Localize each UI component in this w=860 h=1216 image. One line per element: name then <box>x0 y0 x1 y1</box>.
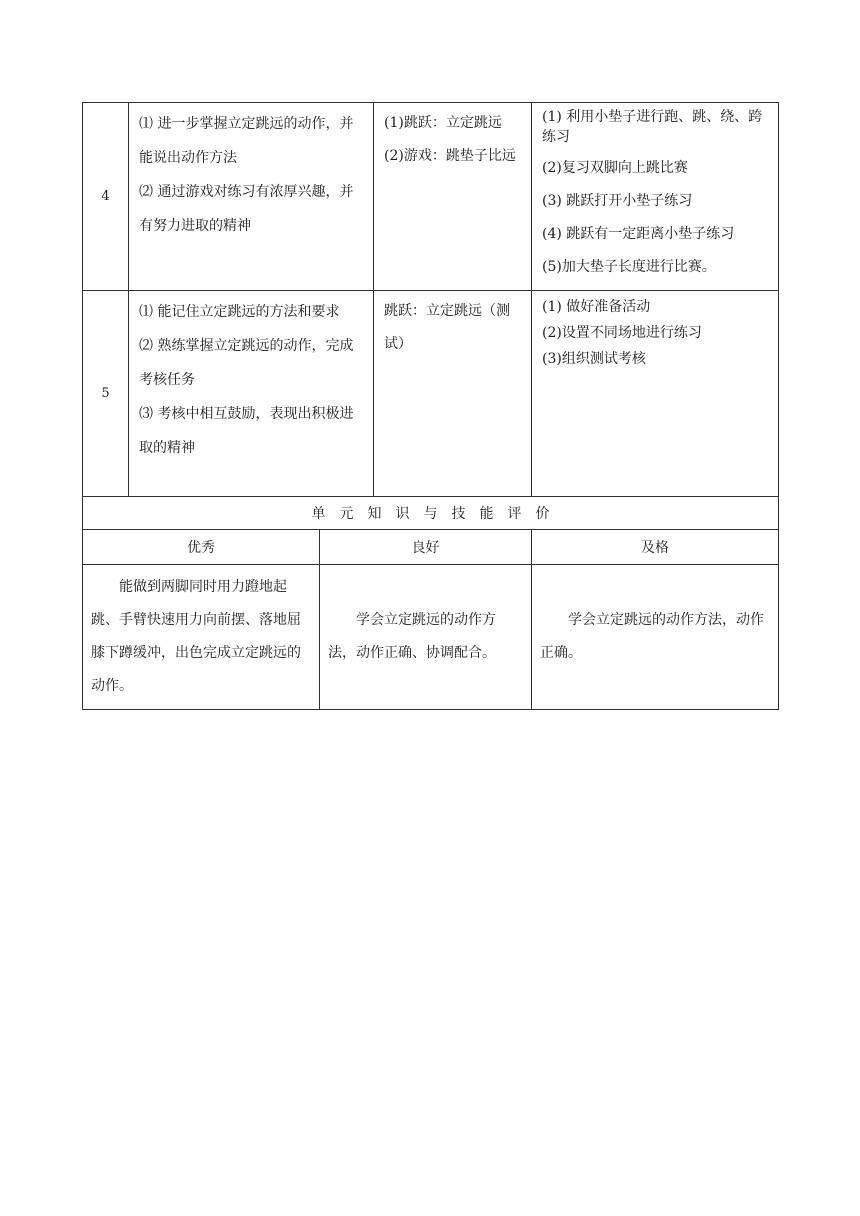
grade-good-header: 良好 <box>320 530 532 565</box>
description-text: 学会立定跳远的动作方法，动作正确。 <box>540 612 764 661</box>
method-item: (3) 跳跃打开小垫子练习 <box>542 193 693 209</box>
description-text: 学会立定跳远的动作方法，动作正确、协调配合。 <box>328 612 496 661</box>
table-row <box>83 291 779 497</box>
goal-item: ⑴ 进一步掌握立定跳远的动作，并能说出动作方法 <box>139 116 354 166</box>
method-item: (2)复习双脚向上跳比赛 <box>542 160 688 176</box>
goal-item: ⑶ 考核中相互鼓励，表现出积极进取的精神 <box>139 406 354 456</box>
lesson-content <box>374 103 532 291</box>
method-item: (2)设置不同场地进行练习 <box>542 325 702 341</box>
grade-good-description <box>320 565 532 710</box>
lesson-goals <box>129 291 374 497</box>
grade-excellent-description <box>83 565 320 710</box>
lesson-content <box>374 291 532 497</box>
evaluation-heading: 单元知识与技能评价 <box>83 497 779 530</box>
evaluation-table <box>82 497 779 710</box>
lesson-methods <box>532 291 779 497</box>
goal-item: ⑴ 能记住立定跳远的方法和要求 <box>139 304 340 320</box>
content-item: (2)游戏：跳垫子比远 <box>384 148 516 164</box>
lesson-methods <box>532 103 779 291</box>
lesson-number: 5 <box>83 291 129 497</box>
content-item: (1)跳跃：立定跳远 <box>384 115 502 131</box>
grade-excellent-header: 优秀 <box>83 530 320 565</box>
lesson-number: 4 <box>83 103 129 291</box>
evaluation-column-row <box>83 530 779 565</box>
table-row <box>83 103 779 291</box>
method-item: (4) 跳跃有一定距离小垫子练习 <box>542 226 735 242</box>
evaluation-description-row <box>83 565 779 710</box>
method-item: (1) 利用小垫子进行跑、跳、绕、跨练习 <box>542 109 763 145</box>
method-item: (3)组织测试考核 <box>542 351 646 367</box>
evaluation-heading-row <box>83 497 779 530</box>
document-page <box>82 102 778 710</box>
method-item: (5)加大垫子长度进行比赛。 <box>542 259 716 275</box>
description-text: 能做到两脚同时用力蹬地起跳、手臂快速用力向前摆、落地屈膝下蹲缓冲，出色完成立定跳远的动作。 <box>91 579 301 694</box>
grade-pass-header: 及格 <box>532 530 779 565</box>
lesson-goals <box>129 103 374 291</box>
content-item: 跳跃：立定跳远（测试） <box>384 303 510 352</box>
goal-item: ⑵ 熟练掌握立定跳远的动作，完成考核任务 <box>139 338 354 388</box>
lesson-plan-table <box>82 102 779 497</box>
goal-item: ⑵ 通过游戏对练习有浓厚兴趣，并有努力进取的精神 <box>139 184 354 234</box>
grade-pass-description <box>532 565 779 710</box>
method-item: (1) 做好准备活动 <box>542 299 651 315</box>
